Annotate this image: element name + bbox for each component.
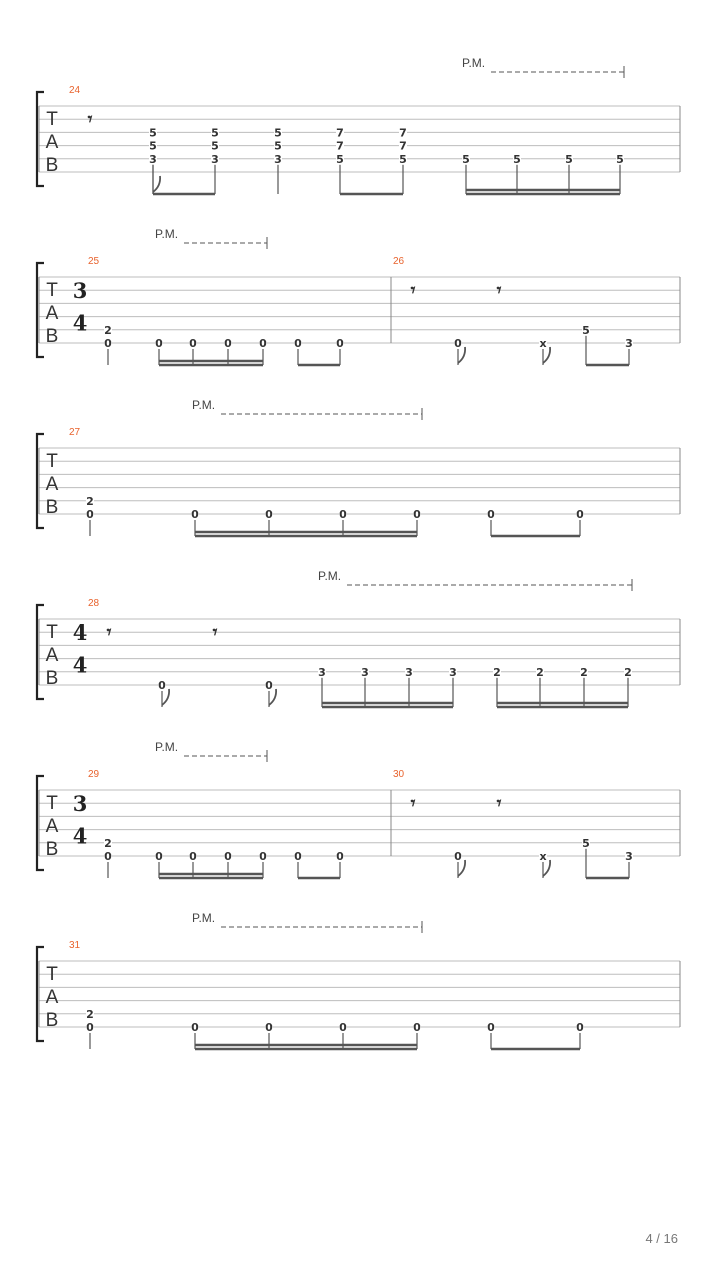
time-signature-top: 3 bbox=[72, 791, 88, 817]
fret-number: 5 bbox=[274, 126, 282, 140]
fret-number: 3 bbox=[625, 337, 633, 350]
fret-number: 3 bbox=[449, 665, 457, 679]
fret-number: x bbox=[539, 337, 547, 350]
fret-number: 0 bbox=[189, 850, 197, 863]
fret-number: 7 bbox=[399, 126, 407, 140]
fret-number: 5 bbox=[336, 152, 344, 166]
fret-number: 3 bbox=[361, 665, 369, 679]
fret-number: 5 bbox=[616, 152, 624, 166]
fret-number: 0 bbox=[155, 850, 163, 863]
fret-number: 0 bbox=[339, 508, 347, 521]
fret-number: 0 bbox=[294, 850, 302, 863]
measure-number: 29 bbox=[88, 769, 100, 780]
palm-mute-label: P.M. bbox=[462, 56, 486, 70]
fret-number: 5 bbox=[582, 836, 590, 850]
tab-clef-letter: T bbox=[46, 109, 58, 130]
fret-number: 5 bbox=[462, 152, 470, 166]
eighth-rest: 𝄾 bbox=[87, 109, 93, 131]
fret-number: 3 bbox=[405, 665, 413, 679]
tab-clef-letter: B bbox=[45, 326, 59, 347]
tab-clef-letter: A bbox=[45, 816, 59, 837]
fret-number: 0 bbox=[265, 1021, 273, 1034]
fret-number: 5 bbox=[274, 139, 282, 153]
fret-number: 0 bbox=[339, 1021, 347, 1034]
fret-number: 3 bbox=[211, 152, 219, 166]
fret-number: 7 bbox=[336, 139, 344, 153]
palm-mute-label: P.M. bbox=[155, 740, 179, 754]
fret-number: 0 bbox=[189, 337, 197, 350]
fret-number: 5 bbox=[211, 126, 219, 140]
tab-clef-letter: A bbox=[45, 987, 59, 1008]
eighth-rest: 𝄾 bbox=[496, 280, 502, 302]
tab-clef-letter: A bbox=[45, 132, 59, 153]
fret-number: 3 bbox=[625, 850, 633, 863]
fret-number: 0 bbox=[487, 508, 495, 521]
fret-number: 0 bbox=[191, 1021, 199, 1034]
fret-number: 0 bbox=[265, 679, 273, 692]
tab-clef-letter: B bbox=[45, 839, 59, 860]
eighth-rest: 𝄾 bbox=[212, 622, 218, 644]
tab-clef-letter: T bbox=[46, 451, 58, 472]
palm-mute-label: P.M. bbox=[192, 398, 216, 412]
fret-number: 3 bbox=[149, 152, 157, 166]
fret-number: 5 bbox=[582, 323, 590, 337]
fret-number: 0 bbox=[576, 508, 584, 521]
fret-number: 2 bbox=[104, 836, 112, 850]
tab-clef-letter: A bbox=[45, 474, 59, 495]
tab-clef-letter: A bbox=[45, 645, 59, 666]
fret-number: 0 bbox=[86, 1021, 94, 1034]
fret-number: 0 bbox=[155, 337, 163, 350]
fret-number: 2 bbox=[536, 665, 544, 679]
fret-number: 7 bbox=[336, 126, 344, 140]
measure-number: 30 bbox=[393, 769, 405, 780]
eighth-rest: 𝄾 bbox=[106, 622, 112, 644]
fret-number: 2 bbox=[624, 665, 632, 679]
eighth-rest: 𝄾 bbox=[496, 793, 502, 815]
eighth-rest: 𝄾 bbox=[410, 793, 416, 815]
eighth-rest: 𝄾 bbox=[410, 280, 416, 302]
measure-number: 28 bbox=[88, 598, 100, 609]
fret-number: 0 bbox=[86, 508, 94, 521]
fret-number: 5 bbox=[513, 152, 521, 166]
tab-clef-letter: T bbox=[46, 622, 58, 643]
fret-number: x bbox=[539, 850, 547, 863]
time-signature-bottom: 4 bbox=[72, 823, 88, 849]
tab-clef-letter: B bbox=[45, 1010, 59, 1031]
fret-number: 0 bbox=[294, 337, 302, 350]
time-signature-top: 3 bbox=[72, 278, 88, 304]
fret-number: 5 bbox=[149, 139, 157, 153]
fret-number: 2 bbox=[493, 665, 501, 679]
fret-number: 0 bbox=[576, 1021, 584, 1034]
fret-number: 5 bbox=[149, 126, 157, 140]
tab-clef-letter: B bbox=[45, 497, 59, 518]
measure-number: 26 bbox=[393, 256, 405, 267]
fret-number: 0 bbox=[413, 1021, 421, 1034]
measure-number: 27 bbox=[69, 427, 81, 438]
fret-number: 5 bbox=[399, 152, 407, 166]
fret-number: 0 bbox=[224, 850, 232, 863]
fret-number: 0 bbox=[158, 679, 166, 692]
fret-number: 0 bbox=[224, 337, 232, 350]
tab-clef-letter: A bbox=[45, 303, 59, 324]
time-signature-bottom: 4 bbox=[72, 652, 88, 678]
palm-mute-label: P.M. bbox=[318, 569, 342, 583]
measure-number: 25 bbox=[88, 256, 100, 267]
fret-number: 0 bbox=[454, 337, 462, 350]
fret-number: 0 bbox=[259, 850, 267, 863]
fret-number: 2 bbox=[86, 1007, 94, 1021]
fret-number: 5 bbox=[211, 139, 219, 153]
fret-number: 0 bbox=[259, 337, 267, 350]
measure-number: 31 bbox=[69, 940, 81, 951]
palm-mute-label: P.M. bbox=[155, 227, 179, 241]
fret-number: 2 bbox=[104, 323, 112, 337]
tab-clef-letter: T bbox=[46, 280, 58, 301]
fret-number: 0 bbox=[413, 508, 421, 521]
fret-number: 0 bbox=[191, 508, 199, 521]
fret-number: 0 bbox=[104, 850, 112, 863]
fret-number: 3 bbox=[318, 665, 326, 679]
tab-clef-letter: B bbox=[45, 668, 59, 689]
tab-clef-letter: B bbox=[45, 155, 59, 176]
palm-mute-label: P.M. bbox=[192, 911, 216, 925]
measure-number: 24 bbox=[69, 85, 81, 96]
fret-number: 5 bbox=[565, 152, 573, 166]
fret-number: 2 bbox=[86, 494, 94, 508]
fret-number: 0 bbox=[336, 850, 344, 863]
eighth-flag bbox=[153, 176, 160, 192]
fret-number: 0 bbox=[265, 508, 273, 521]
fret-number: 3 bbox=[274, 152, 282, 166]
fret-number: 0 bbox=[336, 337, 344, 350]
page-number: 4 / 16 bbox=[645, 1231, 678, 1246]
tab-clef-letter: T bbox=[46, 793, 58, 814]
time-signature-bottom: 4 bbox=[72, 310, 88, 336]
tab-clef-letter: T bbox=[46, 964, 58, 985]
time-signature-top: 4 bbox=[72, 620, 88, 646]
fret-number: 0 bbox=[104, 337, 112, 350]
fret-number: 7 bbox=[399, 139, 407, 153]
fret-number: 0 bbox=[487, 1021, 495, 1034]
fret-number: 2 bbox=[580, 665, 588, 679]
fret-number: 0 bbox=[454, 850, 462, 863]
